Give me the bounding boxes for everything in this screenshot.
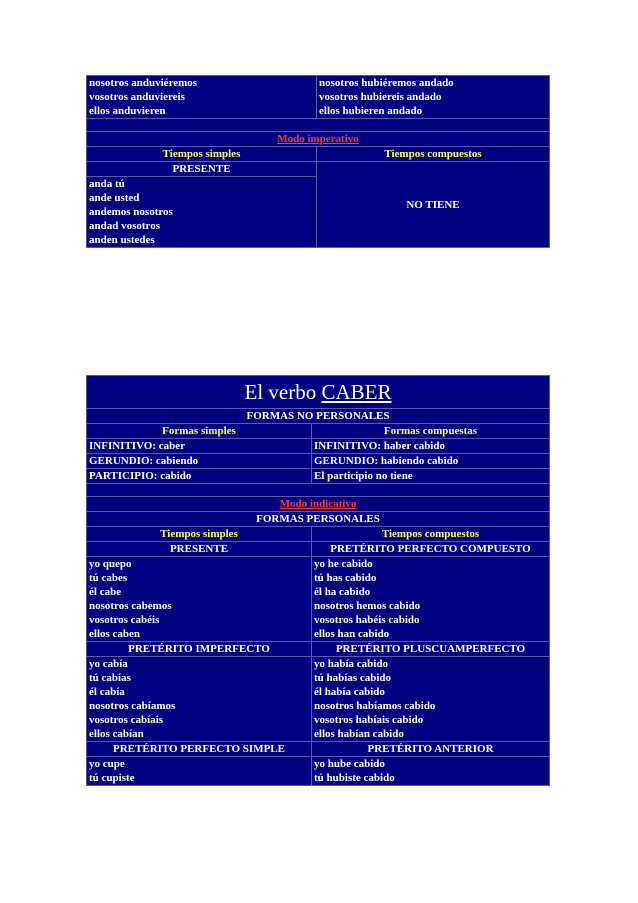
- compound-tenses-header: Tiempos compuestos: [317, 147, 550, 162]
- title-verb: CABER: [321, 380, 392, 404]
- verb-form: ellos anduvieren: [89, 105, 166, 117]
- gerund-simple: GERUNDIO: cabiendo: [87, 454, 312, 469]
- preterite-forms-cell: [87, 757, 312, 786]
- verb-title: [87, 376, 550, 409]
- no-tiene-cell: NO TIENE: [317, 162, 550, 248]
- infinitive-simple: INFINITIVO: caber: [87, 439, 312, 454]
- verb-form: vosotros hubiereis andado: [319, 91, 442, 103]
- tense-title: PRETÉRITO IMPERFECTO: [87, 642, 312, 657]
- infinitive-compound: INFINITIVO: haber cabido: [312, 439, 550, 454]
- imperative-forms-cell: [87, 177, 317, 248]
- tense-title: PRESENTE: [87, 162, 317, 177]
- compound-forms-header: Formas compuestas: [312, 424, 550, 439]
- tense-title: PRETÉRITO ANTERIOR: [312, 742, 550, 757]
- conjugation-table-caber: [86, 375, 550, 786]
- tense-title: PRETÉRITO PERFECTO SIMPLE: [87, 742, 312, 757]
- verb-form: yo cupe: [89, 758, 125, 770]
- verb-form: nosotros habíamos cabido: [314, 700, 436, 712]
- imperfect-forms-cell: [87, 657, 312, 742]
- verb-form: tú cabías: [89, 672, 131, 684]
- verb-form: anden ustedes: [89, 234, 155, 246]
- verb-form: ellos habían cabido: [314, 728, 404, 740]
- tense-title: PRESENTE: [87, 542, 312, 557]
- future-subjunctive-simple-cell: [87, 76, 317, 119]
- pluperfect-forms-cell: [312, 657, 550, 742]
- verb-form: él ha cabido: [314, 586, 371, 598]
- verb-form: vosotros cabíais: [89, 714, 164, 726]
- verb-form: tú cupiste: [89, 772, 135, 784]
- verb-form: ellos cabían: [89, 728, 144, 740]
- verb-form: yo había cabido: [314, 658, 388, 670]
- verb-form: tú habías cabido: [314, 672, 392, 684]
- title-prefix: El verbo: [244, 380, 322, 404]
- conjugation-table-andar: [86, 75, 550, 248]
- verb-form: tú hubiste cabido: [314, 772, 395, 784]
- verb-form: ellos han cabido: [314, 628, 390, 640]
- verb-form: nosotros cabemos: [89, 600, 172, 612]
- verb-form: vosotros cabéis: [89, 614, 160, 626]
- verb-form: vosotros habéis cabido: [314, 614, 420, 626]
- gerund-compound: GERUNDIO: habiendo cabido: [312, 454, 550, 469]
- verb-form: yo hube cabido: [314, 758, 385, 770]
- verb-form: andad vosotros: [89, 220, 161, 232]
- past-anterior-forms-cell: [312, 757, 550, 786]
- verb-form: ande usted: [89, 192, 140, 204]
- simple-tenses-header: Tiempos simples: [87, 147, 317, 162]
- non-personal-header: FORMAS NO PERSONALES: [87, 409, 550, 424]
- verb-form: vosotros habíais cabido: [314, 714, 424, 726]
- simple-tenses-header: Tiempos simples: [87, 527, 312, 542]
- tense-title: PRETÉRITO PERFECTO COMPUESTO: [312, 542, 550, 557]
- verb-form: nosotros hubiéremos andado: [319, 77, 454, 89]
- personal-header: FORMAS PERSONALES: [87, 512, 550, 527]
- verb-form: tú cabes: [89, 572, 128, 584]
- verb-form: vosotros anduviereis: [89, 91, 185, 103]
- verb-form: yo cabía: [89, 658, 128, 670]
- future-subjunctive-compound-cell: [317, 76, 550, 119]
- verb-form: él había cabido: [314, 686, 385, 698]
- participle-simple: PARTICIPIO: cabido: [87, 469, 312, 484]
- verb-form: él cabe: [89, 586, 122, 598]
- blank-row: [87, 119, 550, 132]
- verb-form: yo he cabido: [314, 558, 373, 570]
- participle-compound: El participio no tiene: [312, 469, 550, 484]
- present-forms-cell: [87, 557, 312, 642]
- simple-forms-header: Formas simples: [87, 424, 312, 439]
- tense-title: PRETÉRITO PLUSCUAMPERFECTO: [312, 642, 550, 657]
- verb-form: nosotros cabíamos: [89, 700, 176, 712]
- verb-form: nosotros anduviéremos: [89, 77, 198, 89]
- mode-title: Modo indicativo: [87, 497, 550, 512]
- verb-form: ellos hubieren andado: [319, 105, 423, 117]
- verb-form: tú has cabido: [314, 572, 377, 584]
- verb-form: anda tú: [89, 178, 125, 190]
- verb-form: él cabía: [89, 686, 125, 698]
- mode-title: Modo imperativo: [87, 132, 550, 147]
- verb-form: andemos nosotros: [89, 206, 173, 218]
- verb-form: nosotros hemos cabido: [314, 600, 421, 612]
- blank-row: [87, 484, 550, 497]
- perfect-compound-forms-cell: [312, 557, 550, 642]
- verb-form: yo quepo: [89, 558, 132, 570]
- verb-form: ellos caben: [89, 628, 141, 640]
- compound-tenses-header: Tiempos compuestos: [312, 527, 550, 542]
